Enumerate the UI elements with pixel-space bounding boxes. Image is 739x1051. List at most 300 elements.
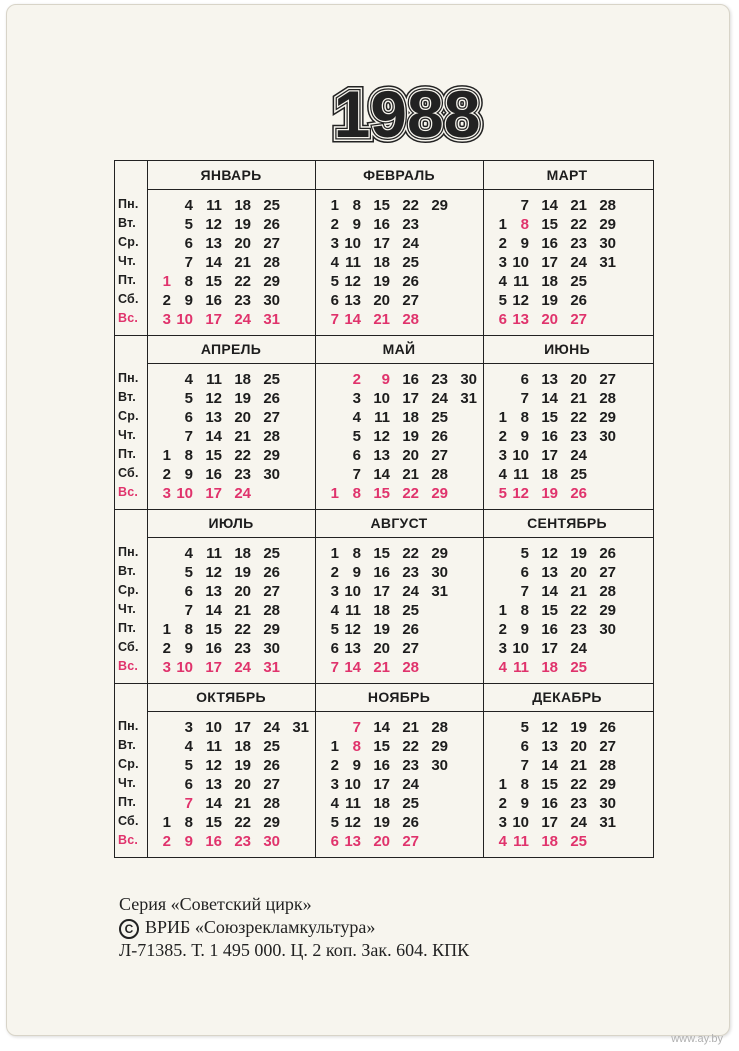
- date-number: 3: [330, 583, 339, 600]
- date-number: 19: [402, 428, 419, 445]
- weekday-label: Ср.: [118, 409, 139, 423]
- month-panel: [315, 509, 483, 683]
- date-number: 21: [373, 659, 390, 676]
- date-number: 23: [234, 833, 251, 850]
- date-number: 10: [512, 447, 529, 464]
- date-number: 17: [205, 485, 222, 502]
- date-number: 4: [498, 466, 507, 483]
- date-number: 13: [205, 776, 222, 793]
- date-number: 1: [162, 621, 171, 638]
- date-number: 26: [402, 814, 419, 831]
- date-number: 27: [263, 235, 280, 252]
- weekday-label: Ср.: [118, 583, 139, 597]
- date-number: 30: [431, 564, 448, 581]
- week-row: [315, 447, 483, 465]
- date-number: 15: [541, 602, 558, 619]
- date-number: 19: [541, 292, 558, 309]
- date-number: 17: [541, 640, 558, 657]
- date-number: 30: [599, 428, 616, 445]
- date-number: 13: [373, 447, 390, 464]
- week-row: [147, 640, 315, 658]
- date-number: 10: [512, 254, 529, 271]
- date-number: 24: [570, 640, 587, 657]
- date-number: 24: [234, 485, 251, 502]
- date-number: 29: [599, 776, 616, 793]
- date-number: 4: [330, 795, 339, 812]
- date-number: 2: [162, 292, 171, 309]
- date-number: 20: [570, 371, 587, 388]
- date-number: 4: [498, 659, 507, 676]
- date-number: 8: [352, 738, 361, 755]
- date-number: 6: [352, 447, 361, 464]
- date-number: 18: [541, 273, 558, 290]
- date-number: 9: [520, 428, 529, 445]
- date-number: 10: [373, 390, 390, 407]
- week-row: [483, 738, 651, 756]
- date-number: 4: [352, 409, 361, 426]
- date-number: 8: [352, 197, 361, 214]
- date-number: 10: [176, 659, 193, 676]
- date-number: 7: [520, 757, 529, 774]
- date-number: 1: [330, 485, 339, 502]
- week-row: [315, 833, 483, 851]
- date-number: 9: [352, 216, 361, 233]
- date-number: 23: [570, 235, 587, 252]
- week-row: [483, 409, 651, 427]
- week-row: [147, 814, 315, 832]
- date-number: 28: [263, 428, 280, 445]
- week-row: [315, 640, 483, 658]
- week-row: [315, 621, 483, 639]
- date-number: 20: [373, 292, 390, 309]
- date-number: 14: [205, 428, 222, 445]
- week-row: [483, 659, 651, 677]
- date-number: 19: [373, 814, 390, 831]
- date-number: 8: [184, 814, 193, 831]
- date-number: 31: [263, 311, 280, 328]
- date-number: 21: [373, 311, 390, 328]
- date-number: 24: [402, 235, 419, 252]
- date-number: 27: [599, 371, 616, 388]
- month-name: АПРЕЛЬ: [200, 341, 262, 357]
- weekday-label: Вс.: [118, 485, 139, 499]
- week-row: [483, 254, 651, 272]
- date-number: 22: [570, 216, 587, 233]
- year-title: [312, 77, 502, 147]
- date-number: 8: [352, 545, 361, 562]
- date-number: 20: [373, 833, 390, 850]
- date-number: 12: [344, 273, 361, 290]
- date-number: 11: [345, 254, 361, 271]
- week-row: [483, 311, 651, 329]
- print-info-line: Л-71385. Т. 1 495 000. Ц. 2 коп. Зак. 604. КПК: [119, 940, 470, 960]
- date-number: 11: [374, 409, 390, 426]
- weekday-column: [115, 161, 147, 335]
- week-row: [315, 197, 483, 215]
- date-number: 19: [234, 390, 251, 407]
- week-row: [315, 564, 483, 582]
- month-name: НОЯБРЬ: [367, 689, 431, 705]
- date-number: 13: [541, 371, 558, 388]
- date-number: 1: [162, 447, 171, 464]
- date-number: 21: [570, 757, 587, 774]
- date-number: 24: [570, 814, 587, 831]
- date-number: 25: [263, 371, 280, 388]
- week-row: [483, 757, 651, 775]
- weekday-label: Чт.: [118, 254, 136, 268]
- date-number: 8: [520, 776, 529, 793]
- date-number: 17: [234, 719, 251, 736]
- date-number: 18: [541, 466, 558, 483]
- month-name: ОКТЯБРЬ: [196, 689, 266, 705]
- weekday-label: Вт.: [118, 390, 136, 404]
- date-number: 22: [570, 776, 587, 793]
- week-row: [315, 795, 483, 813]
- week-row: [147, 273, 315, 291]
- date-number: 7: [184, 428, 193, 445]
- date-number: 30: [599, 621, 616, 638]
- week-row: [315, 776, 483, 794]
- date-number: 16: [205, 466, 222, 483]
- date-number: 9: [184, 466, 193, 483]
- date-number: 31: [599, 254, 616, 271]
- date-number: 22: [234, 621, 251, 638]
- date-number: 4: [330, 602, 339, 619]
- date-number: 10: [176, 485, 193, 502]
- date-number: 13: [205, 409, 222, 426]
- date-number: 12: [205, 216, 222, 233]
- month-name: ИЮЛЬ: [208, 515, 254, 531]
- date-number: 22: [402, 738, 419, 755]
- date-number: 3: [184, 719, 193, 736]
- date-number: 26: [402, 273, 419, 290]
- date-number: 23: [402, 757, 419, 774]
- date-number: 10: [344, 235, 361, 252]
- week-row: [483, 602, 651, 620]
- date-number: 14: [541, 390, 558, 407]
- weekday-label: Вс.: [118, 311, 139, 325]
- watermark: www.ay.by: [671, 1033, 723, 1045]
- date-number: 16: [541, 235, 558, 252]
- date-number: 7: [184, 795, 193, 812]
- date-number: 29: [599, 409, 616, 426]
- date-number: 15: [373, 197, 390, 214]
- date-number: 19: [234, 564, 251, 581]
- date-number: 26: [263, 757, 280, 774]
- calendar-card: [6, 4, 730, 1036]
- month-name: АВГУСТ: [370, 515, 428, 531]
- date-number: 22: [234, 814, 251, 831]
- date-number: 15: [541, 409, 558, 426]
- date-number: 22: [402, 545, 419, 562]
- month-panel: [147, 161, 315, 335]
- week-row: [483, 814, 651, 832]
- date-number: 18: [234, 738, 251, 755]
- week-row: [483, 371, 651, 389]
- date-number: 2: [330, 757, 339, 774]
- date-number: 14: [205, 254, 222, 271]
- week-row: [483, 197, 651, 215]
- date-number: 28: [599, 197, 616, 214]
- date-number: 27: [263, 776, 280, 793]
- date-number: 11: [206, 738, 222, 755]
- date-number: 30: [263, 833, 280, 850]
- date-number: 28: [431, 719, 448, 736]
- date-number: 6: [520, 738, 529, 755]
- weekday-label: Пт.: [118, 621, 137, 635]
- date-number: 22: [402, 197, 419, 214]
- weekday-label: Пт.: [118, 795, 137, 809]
- weekday-column: [115, 335, 147, 509]
- date-number: 10: [344, 776, 361, 793]
- week-row: [315, 409, 483, 427]
- date-number: 11: [206, 197, 222, 214]
- week-row: [147, 833, 315, 851]
- week-row: [147, 311, 315, 329]
- week-row: [147, 466, 315, 484]
- date-number: 23: [431, 371, 448, 388]
- week-row: [315, 814, 483, 832]
- date-number: 7: [352, 719, 361, 736]
- date-number: 17: [541, 447, 558, 464]
- weekday-column: [115, 509, 147, 683]
- date-number: 21: [570, 390, 587, 407]
- weekday-label: Пт.: [118, 273, 137, 287]
- date-number: 17: [373, 235, 390, 252]
- date-number: 2: [352, 371, 361, 388]
- date-number: 16: [541, 621, 558, 638]
- date-number: 1: [162, 273, 171, 290]
- week-row: [147, 738, 315, 756]
- date-number: 28: [263, 602, 280, 619]
- date-number: 29: [431, 738, 448, 755]
- week-row: [483, 583, 651, 601]
- week-row: [147, 371, 315, 389]
- date-number: 22: [234, 447, 251, 464]
- date-number: 2: [498, 795, 507, 812]
- date-number: 28: [431, 466, 448, 483]
- week-row: [147, 216, 315, 234]
- date-number: 27: [263, 583, 280, 600]
- date-number: 9: [520, 621, 529, 638]
- date-number: 14: [344, 659, 361, 676]
- date-number: 16: [402, 371, 419, 388]
- date-number: 12: [512, 292, 529, 309]
- date-number: 11: [345, 795, 361, 812]
- date-number: 4: [184, 545, 193, 562]
- date-number: 18: [234, 545, 251, 562]
- date-number: 13: [541, 738, 558, 755]
- date-number: 26: [263, 564, 280, 581]
- date-number: 17: [541, 814, 558, 831]
- date-number: 27: [599, 738, 616, 755]
- week-row: [483, 776, 651, 794]
- date-number: 27: [570, 311, 587, 328]
- month-name: СЕНТЯБРЬ: [527, 515, 607, 531]
- date-number: 9: [352, 757, 361, 774]
- copyright-icon: С: [119, 919, 139, 939]
- date-number: 8: [184, 447, 193, 464]
- date-number: 24: [570, 254, 587, 271]
- week-row: [315, 602, 483, 620]
- date-number: 21: [570, 583, 587, 600]
- date-number: 11: [513, 466, 529, 483]
- quarter-block: [115, 509, 653, 683]
- calendar-grid: [114, 160, 654, 858]
- date-number: 28: [263, 254, 280, 271]
- weekday-label: Сб.: [118, 640, 139, 654]
- date-number: 19: [570, 545, 587, 562]
- week-row: [315, 235, 483, 253]
- date-number: 10: [176, 311, 193, 328]
- weekday-label: Вт.: [118, 738, 136, 752]
- week-row: [483, 428, 651, 446]
- week-row: [483, 564, 651, 582]
- weekday-label: Чт.: [118, 776, 136, 790]
- date-number: 15: [541, 776, 558, 793]
- date-number: 18: [373, 602, 390, 619]
- date-number: 22: [402, 485, 419, 502]
- date-number: 1: [330, 545, 339, 562]
- date-number: 21: [402, 719, 419, 736]
- week-row: [483, 292, 651, 310]
- month-panel: [147, 509, 315, 683]
- date-number: 8: [184, 621, 193, 638]
- date-number: 28: [599, 757, 616, 774]
- date-number: 13: [205, 583, 222, 600]
- date-number: 9: [184, 640, 193, 657]
- date-number: 6: [184, 776, 193, 793]
- date-number: 2: [162, 833, 171, 850]
- week-row: [147, 776, 315, 794]
- date-number: 7: [330, 659, 339, 676]
- date-number: 9: [381, 371, 390, 388]
- date-number: 29: [431, 485, 448, 502]
- month-name: ДЕКАБРЬ: [532, 689, 602, 705]
- date-number: 25: [263, 738, 280, 755]
- date-number: 6: [520, 564, 529, 581]
- date-number: 18: [234, 197, 251, 214]
- date-number: 5: [520, 719, 529, 736]
- week-row: [315, 738, 483, 756]
- week-row: [147, 428, 315, 446]
- week-row: [315, 719, 483, 737]
- date-number: 23: [570, 428, 587, 445]
- date-number: 10: [512, 814, 529, 831]
- week-row: [315, 216, 483, 234]
- weekday-label: Пн.: [118, 197, 139, 211]
- week-row: [315, 485, 483, 503]
- date-number: 5: [184, 564, 193, 581]
- date-number: 6: [498, 311, 507, 328]
- date-number: 24: [402, 583, 419, 600]
- week-row: [483, 273, 651, 291]
- date-number: 6: [330, 833, 339, 850]
- date-number: 2: [498, 428, 507, 445]
- date-number: 20: [234, 235, 251, 252]
- date-number: 26: [599, 719, 616, 736]
- date-number: 1: [330, 738, 339, 755]
- date-number: 26: [263, 390, 280, 407]
- week-row: [483, 640, 651, 658]
- week-row: [483, 545, 651, 563]
- date-number: 14: [344, 311, 361, 328]
- date-number: 24: [431, 390, 448, 407]
- date-number: 14: [541, 197, 558, 214]
- month-panel: [147, 683, 315, 857]
- date-number: 23: [234, 466, 251, 483]
- date-number: 31: [599, 814, 616, 831]
- week-row: [147, 621, 315, 639]
- date-number: 19: [570, 719, 587, 736]
- weekday-label: Вт.: [118, 216, 136, 230]
- date-number: 27: [263, 409, 280, 426]
- week-row: [315, 273, 483, 291]
- month-name: МАЙ: [382, 341, 416, 357]
- week-row: [483, 447, 651, 465]
- date-number: 25: [570, 833, 587, 850]
- weekday-label: Вт.: [118, 564, 136, 578]
- date-number: 20: [570, 564, 587, 581]
- weekday-label: Вс.: [118, 833, 139, 847]
- date-number: 28: [599, 583, 616, 600]
- date-number: 3: [330, 235, 339, 252]
- date-number: 25: [263, 545, 280, 562]
- date-number: 15: [541, 216, 558, 233]
- week-row: [483, 216, 651, 234]
- week-row: [315, 254, 483, 272]
- date-number: 22: [234, 273, 251, 290]
- week-row: [147, 659, 315, 677]
- date-number: 12: [541, 545, 558, 562]
- date-number: 13: [205, 235, 222, 252]
- publisher-line: [119, 916, 469, 939]
- date-number: 24: [234, 659, 251, 676]
- date-number: 13: [344, 640, 361, 657]
- date-number: 4: [184, 197, 193, 214]
- week-row: [315, 545, 483, 563]
- week-row: [147, 197, 315, 215]
- date-number: 18: [373, 254, 390, 271]
- date-number: 19: [373, 621, 390, 638]
- date-number: 15: [373, 545, 390, 562]
- date-number: 4: [184, 738, 193, 755]
- date-number: 6: [184, 583, 193, 600]
- date-number: 7: [184, 602, 193, 619]
- week-row: [147, 409, 315, 427]
- date-number: 7: [520, 583, 529, 600]
- week-row: [315, 428, 483, 446]
- date-number: 9: [352, 564, 361, 581]
- date-number: 24: [570, 447, 587, 464]
- date-number: 29: [431, 545, 448, 562]
- week-row: [147, 719, 315, 737]
- week-row: [147, 583, 315, 601]
- week-row: [147, 292, 315, 310]
- week-row: [483, 235, 651, 253]
- week-row: [147, 235, 315, 253]
- month-panel: [315, 683, 483, 857]
- week-row: [315, 371, 483, 389]
- month-panel: [483, 335, 651, 509]
- date-number: 29: [263, 273, 280, 290]
- weekday-label: Пн.: [118, 545, 139, 559]
- date-number: 27: [431, 447, 448, 464]
- date-number: 30: [263, 292, 280, 309]
- date-number: 7: [352, 466, 361, 483]
- date-number: 19: [541, 485, 558, 502]
- date-number: 5: [330, 273, 339, 290]
